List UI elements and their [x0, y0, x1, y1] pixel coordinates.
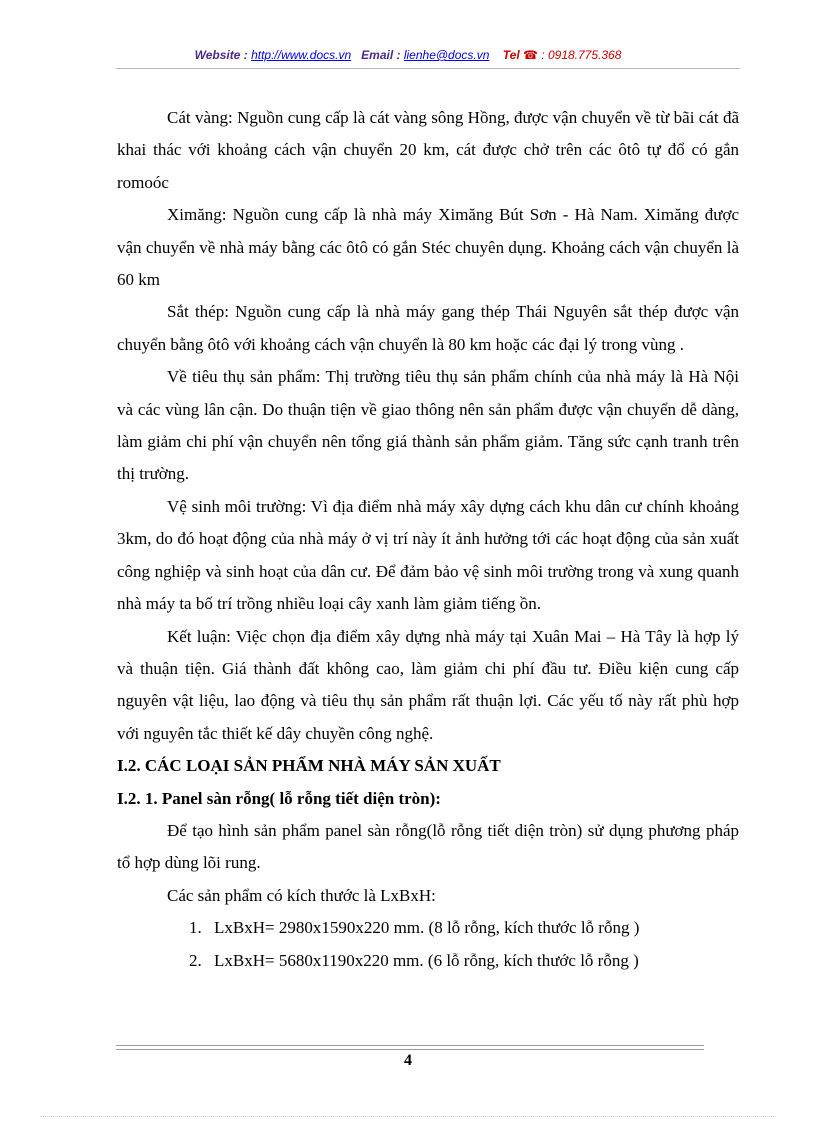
website-link[interactable]: http://www.docs.vn — [251, 48, 352, 62]
paragraph-ket-luan: Kết luận: Việc chọn địa điểm xây dựng nhà máy tại Xuân Mai – Hà Tây là hợp lý và thuận tiện. Giá thành đất không cao, làm giảm chi phí đầu tư. Điều kiện cung cấp nguyên vật liệu, lao động và tiêu thụ sản phẩm rất thuận lợi. Các yếu tố này rất phù hợp với nguyên tắc thiết kế dây chuyền công nghệ. — [117, 626, 739, 743]
list-item-number: 2. — [189, 950, 202, 970]
paragraph-tieu-thu: Về tiêu thụ sản phẩm: Thị trường tiêu thụ sản phẩm chính của nhà máy là Hà Nội và các vùng lân cận. Do thuận tiện về giao thông nên sản phẩm được vận chuyển dễ dàng, làm giảm chi phí vận chuyển nên tổng giá thành sản phẩm giảm. Tăng sức cạnh tranh trên thị trường. — [117, 367, 739, 484]
header-divider — [116, 68, 740, 69]
website-label: Website — [194, 48, 241, 62]
section-heading: I.2. CÁC LOẠI SẢN PHẨM NHÀ MÁY SẢN XUẤT — [117, 756, 501, 776]
paragraph-ximang: Ximăng: Nguồn cung cấp là nhà máy Ximăng Bút Sơn - Hà Nam. Ximăng được vận chuyển về nhà máy bằng các ôtô có gắn Stéc chuyên dụng. Khoảng cách vận chuyển là 60 km — [117, 205, 739, 290]
page-edge — [40, 1116, 776, 1117]
list-item — [117, 912, 739, 944]
tel-label: Tel — [502, 48, 520, 62]
paragraph-sizes-intro: Các sản phẩm có kích thước là LxBxH: — [167, 885, 436, 905]
email-label: Email — [361, 48, 394, 62]
list-item-number: 1. — [189, 918, 202, 938]
document-body — [117, 102, 739, 977]
phone-icon: ☎ — [523, 48, 538, 62]
footer-divider — [116, 1045, 704, 1050]
list-item — [117, 945, 739, 977]
tel-number: : 0918.775.368 — [541, 48, 622, 62]
paragraph-sat-thep: Sắt thép: Nguồn cung cấp là nhà máy gang thép Thái Nguyên sắt thép được vận chuyển bằng ôtô với khoảng cách vận chuyển là 80 km hoặc các đại lý trong vùng . — [117, 302, 739, 354]
size-list — [117, 912, 739, 977]
list-item-text: LxBxH= 2980x1590x220 mm. (8 lỗ rỗng, kích thước lỗ rỗng ) — [214, 918, 640, 938]
paragraph-cat-vang: Cát vàng: Nguồn cung cấp là cát vàng sông Hồng, được vận chuyển về từ bãi cát đã khai thác với khoảng cách vận chuyển 20 km, cát được chở trên các ôtô tự đổ có gắn romoóc — [117, 108, 739, 192]
page-number: 4 — [404, 1052, 412, 1069]
list-item-text: LxBxH= 5680x1190x220 mm. (6 lỗ rỗng, kích thước lỗ rỗng ) — [214, 950, 639, 970]
paragraph-ve-sinh: Vệ sinh môi trường: Vì địa điểm nhà máy xây dựng cách khu dân cư chính khoảng 3km, do đó hoạt động của nhà máy ở vị trí này ít ảnh hưởng tới các hoạt động của sản xuất công nghiệp và sinh hoạt của dân cư. Để đảm bảo vệ sinh môi trường trong và xung quanh nhà máy ta bố trí trồng nhiều loại cây xanh làm giảm tiếng ồn. — [117, 496, 739, 614]
paragraph-method: Để tạo hình sản phẩm panel sàn rỗng(lỗ rỗng tiết diện tròn) sử dụng phương pháp tổ hợp dùng lõi rung. — [117, 820, 739, 873]
email-link[interactable]: lienhe@docs.vn — [403, 48, 490, 62]
subsection-heading: I.2. 1. Panel sàn rỗng( lỗ rỗng tiết diện tròn): — [117, 788, 441, 808]
page-header: Website : http://www.docs.vn Email : lienhe@docs.vn Tel ☎ : 0918.775.368 — [194, 48, 622, 62]
